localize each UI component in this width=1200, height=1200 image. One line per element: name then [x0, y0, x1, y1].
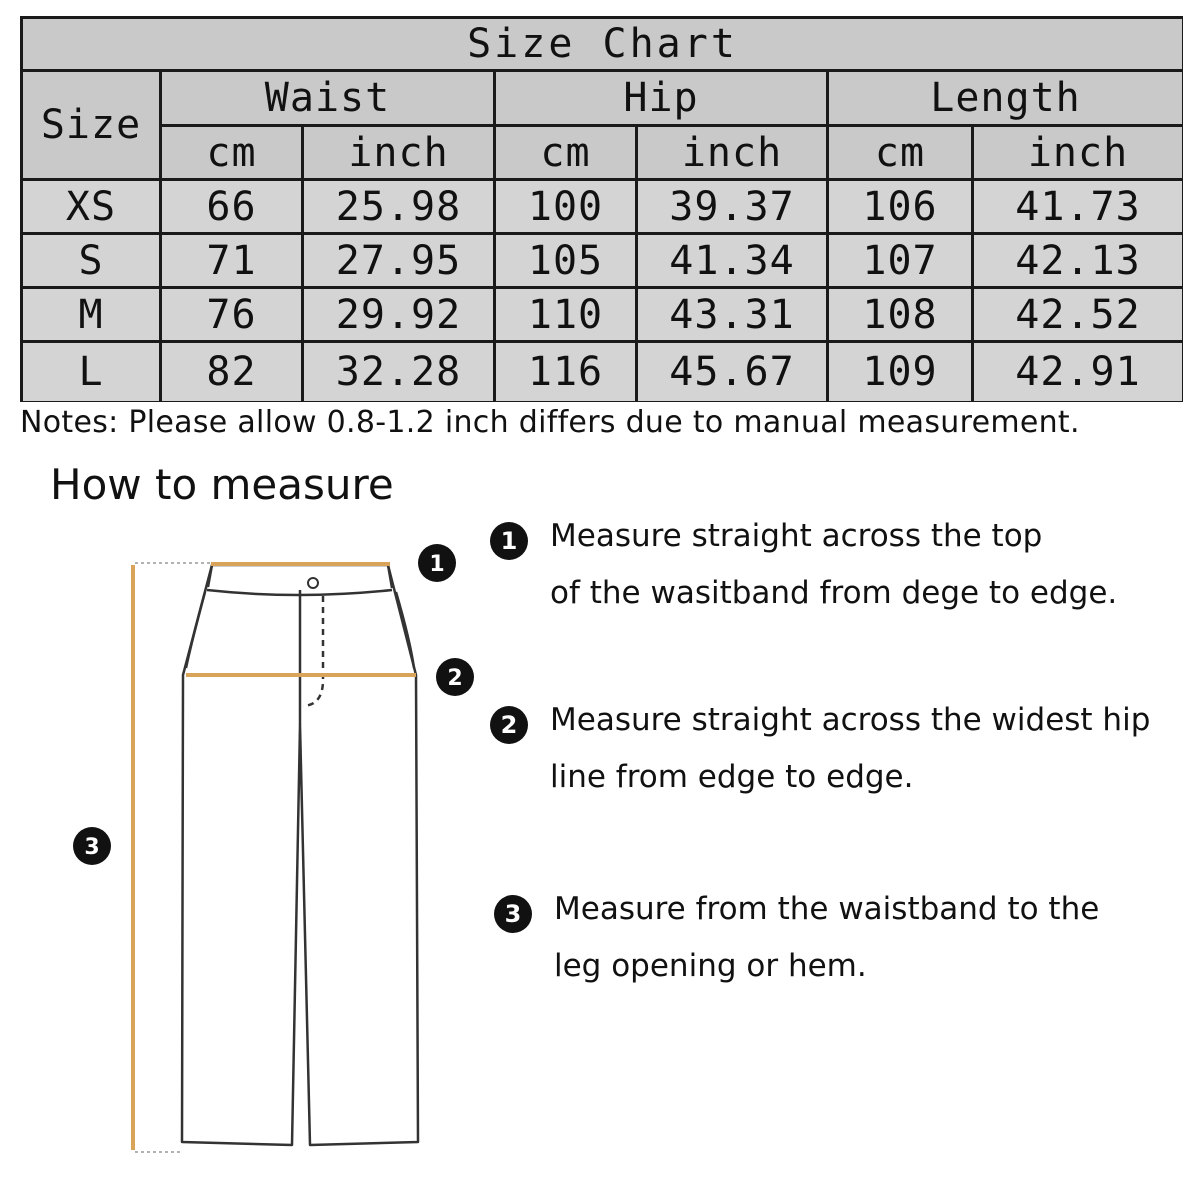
unit-header: inch — [638, 127, 826, 178]
unit-header: inch — [974, 127, 1182, 178]
table-cell: 29.92 — [304, 289, 493, 340]
table-cell: 42.91 — [974, 343, 1182, 401]
pants-outline — [182, 565, 418, 1145]
size-label: L — [23, 343, 159, 401]
step-text: Measure from the waistband to the — [554, 891, 1100, 927]
table-cell: 45.67 — [638, 343, 826, 401]
table-cell: 41.73 — [974, 181, 1182, 232]
step-text: Measure straight across the widest hip — [550, 702, 1151, 738]
table-cell: 82 — [162, 343, 301, 401]
step-text: leg opening or hem. — [554, 948, 867, 984]
step-text: of the wasitband from dege to edge. — [550, 575, 1118, 611]
unit-header: inch — [304, 127, 493, 178]
svg-text:1: 1 — [429, 552, 445, 577]
table-cell: 107 — [829, 235, 971, 286]
table-cell: 25.98 — [304, 181, 493, 232]
unit-header: cm — [496, 127, 635, 178]
length-group-header: Length — [829, 72, 1182, 124]
table-cell: 71 — [162, 235, 301, 286]
table-cell: 108 — [829, 289, 971, 340]
table-cell: 116 — [496, 343, 635, 401]
table-cell: 39.37 — [638, 181, 826, 232]
measurement-note: Notes: Please allow 0.8-1.2 inch differs due to manual measurement. — [20, 405, 1080, 440]
step-text: Measure straight across the top — [550, 518, 1043, 554]
table-cell: 110 — [496, 289, 635, 340]
svg-text:3: 3 — [84, 835, 100, 860]
table-cell: 42.52 — [974, 289, 1182, 340]
svg-text:2: 2 — [447, 666, 463, 691]
table-cell: 42.13 — [974, 235, 1182, 286]
unit-header: cm — [829, 127, 971, 178]
table-cell: 27.95 — [304, 235, 493, 286]
table-cell: 76 — [162, 289, 301, 340]
size-label: M — [23, 289, 159, 340]
step-number-badge: 3 — [494, 895, 532, 933]
table-cell: 109 — [829, 343, 971, 401]
how-to-measure-title: How to measure — [50, 460, 394, 509]
step-number-badge: 1 — [490, 522, 528, 560]
size-column-header: Size — [23, 72, 159, 178]
table-cell: 100 — [496, 181, 635, 232]
diagram-marker-3 — [73, 827, 111, 865]
step-number-badge: 2 — [490, 706, 528, 744]
table-cell: 66 — [162, 181, 301, 232]
waist-group-header: Waist — [162, 72, 493, 124]
step-text: line from edge to edge. — [550, 759, 914, 795]
unit-header: cm — [162, 127, 301, 178]
chart-title: Size Chart — [23, 19, 1182, 69]
hip-group-header: Hip — [496, 72, 826, 124]
table-cell: 105 — [496, 235, 635, 286]
diagram-marker-1 — [418, 544, 456, 582]
table-cell: 41.34 — [638, 235, 826, 286]
size-label: S — [23, 235, 159, 286]
table-cell: 43.31 — [638, 289, 826, 340]
table-cell: 32.28 — [304, 343, 493, 401]
table-cell: 106 — [829, 181, 971, 232]
size-label: XS — [23, 181, 159, 232]
diagram-marker-2 — [436, 658, 474, 696]
